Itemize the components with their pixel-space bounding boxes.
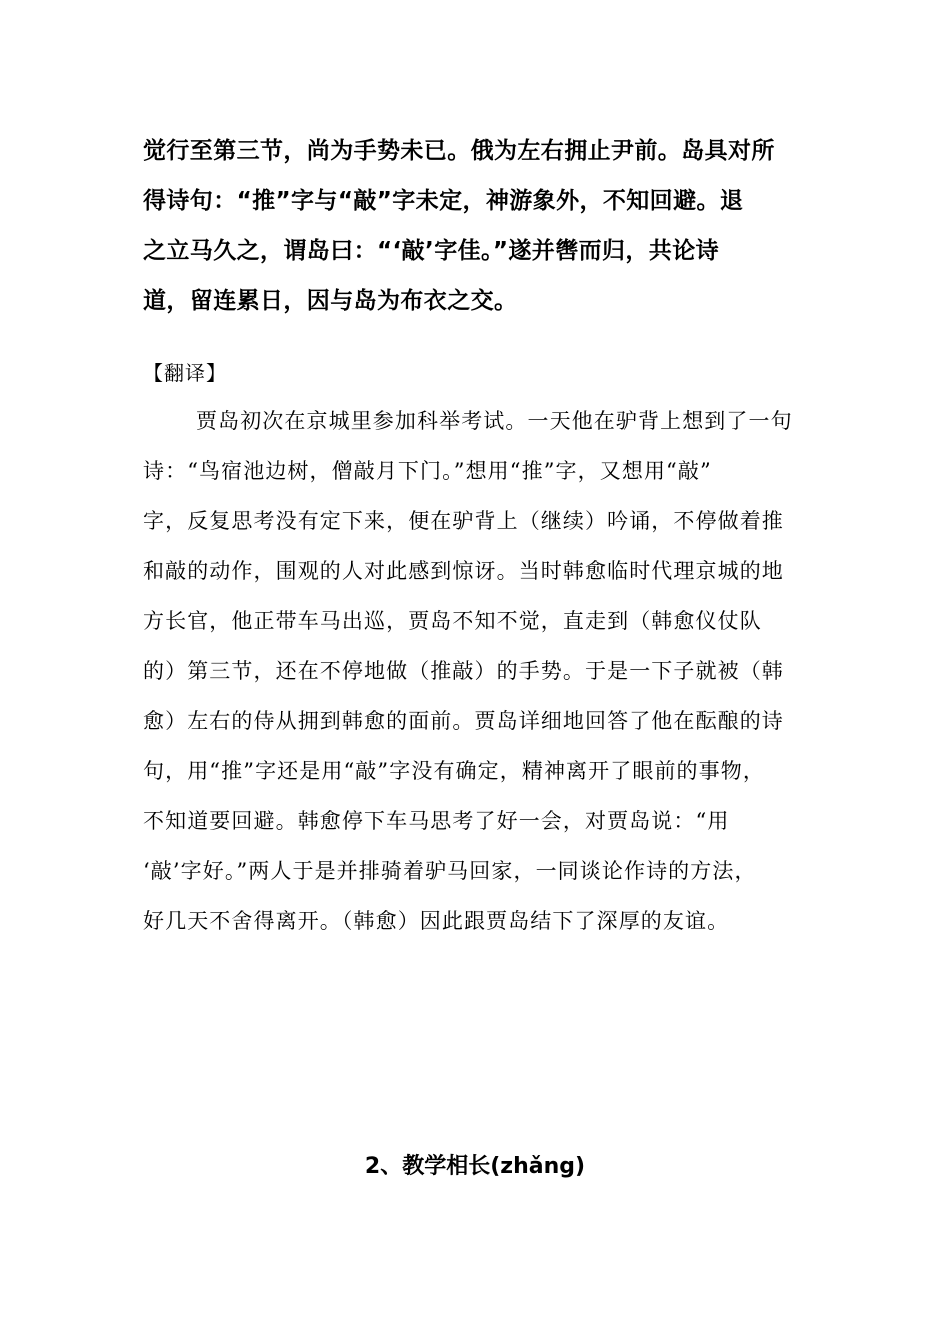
translation-line: 愈）左右的侍从拥到韩愈的面前。贾岛详细地回答了他在酝酿的诗 (143, 709, 784, 733)
translation-line: 字，反复思考没有定下来，便在驴背上（继续）吟诵，不停做着推 (143, 509, 784, 533)
passage-line: 道，留连累日，因与岛为布衣之交。 (143, 288, 518, 314)
translation-line: 诗：“鸟宿池边树，僧敲月下门。”想用“推”字，又想用“敲” (143, 459, 712, 483)
translation-line: 不知道要回避。韩愈停下车马思考了好一会，对贾岛说：“用 (143, 809, 730, 833)
section-heading: 2、教学相长(zhǎng) (364, 1154, 586, 1179)
passage-line: 之立马久之，谓岛曰：“‘敲’字佳。”遂并辔而归，共论诗 (143, 238, 720, 264)
translation-line: 的）第三节，还在不停地做（推敲）的手势。于是一下子就被（韩 (143, 659, 784, 683)
passage-line: 觉行至第三节，尚为手势未已。俄为左右拥止尹前。岛具对所 (143, 138, 775, 164)
passage-line: 得诗句：“推”字与“敲”字未定，神游象外，不知回避。退 (143, 188, 744, 214)
translation-line: 贾岛初次在京城里参加科举考试。一天他在驴背上想到了一句 (196, 409, 793, 433)
translation-line: ‘敲’字好。”两人于是并排骑着驴马回家，一同谈论作诗的方法， (143, 859, 757, 883)
translation-line: 方长官，他正带车马出巡，贾岛不知不觉，直走到（韩愈仪仗队 (143, 609, 762, 633)
translation-line: 和敲的动作，围观的人对此感到惊讶。当时韩愈临时代理京城的地 (143, 559, 784, 583)
translation-label: 【翻译】 (143, 361, 227, 385)
translation-line: 好几天不舍得离开。（韩愈）因此跟贾岛结下了深厚的友谊。 (143, 909, 730, 933)
translation-line: 句，用“推”字还是用“敲”字没有确定，精神离开了眼前的事物， (143, 759, 765, 783)
